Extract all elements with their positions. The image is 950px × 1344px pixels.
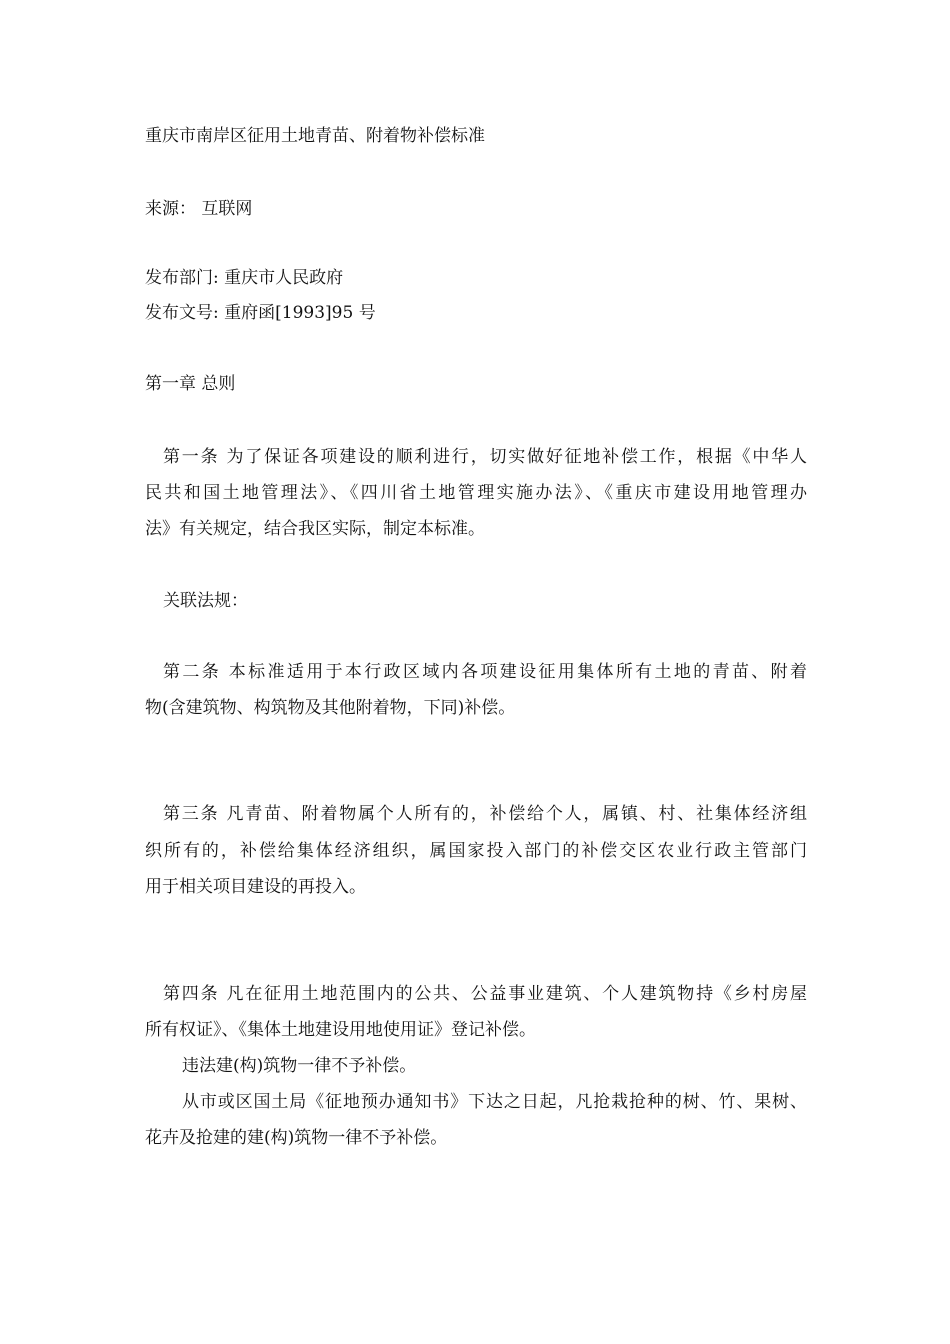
source-line: 来源： 互联网	[145, 199, 253, 219]
article-3-line-1: 第三条 凡青苗、附着物属个人所有的，补偿给个人，属镇、村、社集体经济组	[163, 804, 807, 824]
article-3-line-3: 用于相关项目建设的再投入。	[145, 877, 366, 897]
department-line: 发布部门: 重庆市人民政府	[145, 268, 344, 288]
article-4-line-5: 花卉及抢建的建(构)筑物一律不予补偿。	[145, 1128, 448, 1148]
article-4-line-3: 违法建(构)筑物一律不予补偿。	[182, 1056, 417, 1076]
related-laws-label: 关联法规：	[163, 591, 248, 611]
article-1-line-3: 法》有关规定，结合我区实际，制定本标准。	[145, 519, 485, 539]
article-3-line-2: 织所有的，补偿给集体经济组织，属国家投入部门的补偿交区农业行政主管部门	[145, 841, 807, 861]
article-1-line-1: 第一条 为了保证各项建设的顺利进行，切实做好征地补偿工作，根据《中华人	[163, 447, 807, 467]
chapter-heading: 第一章 总则	[145, 374, 236, 394]
article-4-line-4: 从市或区国土局《征地预办通知书》下达之日起，凡抢栽抢种的树、竹、果树、	[182, 1092, 807, 1112]
article-4-line-2: 所有权证》、《集体土地建设用地使用证》登记补偿。	[145, 1020, 536, 1040]
article-2-line-1: 第二条 本标准适用于本行政区域内各项建设征用集体所有土地的青苗、附着	[163, 662, 807, 682]
doc-number-line: 发布文号: 重府函[1993]95 号	[145, 303, 376, 323]
article-1-line-2: 民共和国土地管理法》、《四川省土地管理实施办法》、《重庆市建设用地管理办	[145, 483, 807, 503]
article-4-line-1: 第四条 凡在征用土地范围内的公共、公益事业建筑、个人建筑物持《乡村房屋	[163, 984, 807, 1004]
article-2-line-2: 物(含建筑物、构筑物及其他附着物，下同)补偿。	[145, 698, 516, 718]
document-title: 重庆市南岸区征用土地青苗、附着物补偿标准	[145, 126, 485, 146]
